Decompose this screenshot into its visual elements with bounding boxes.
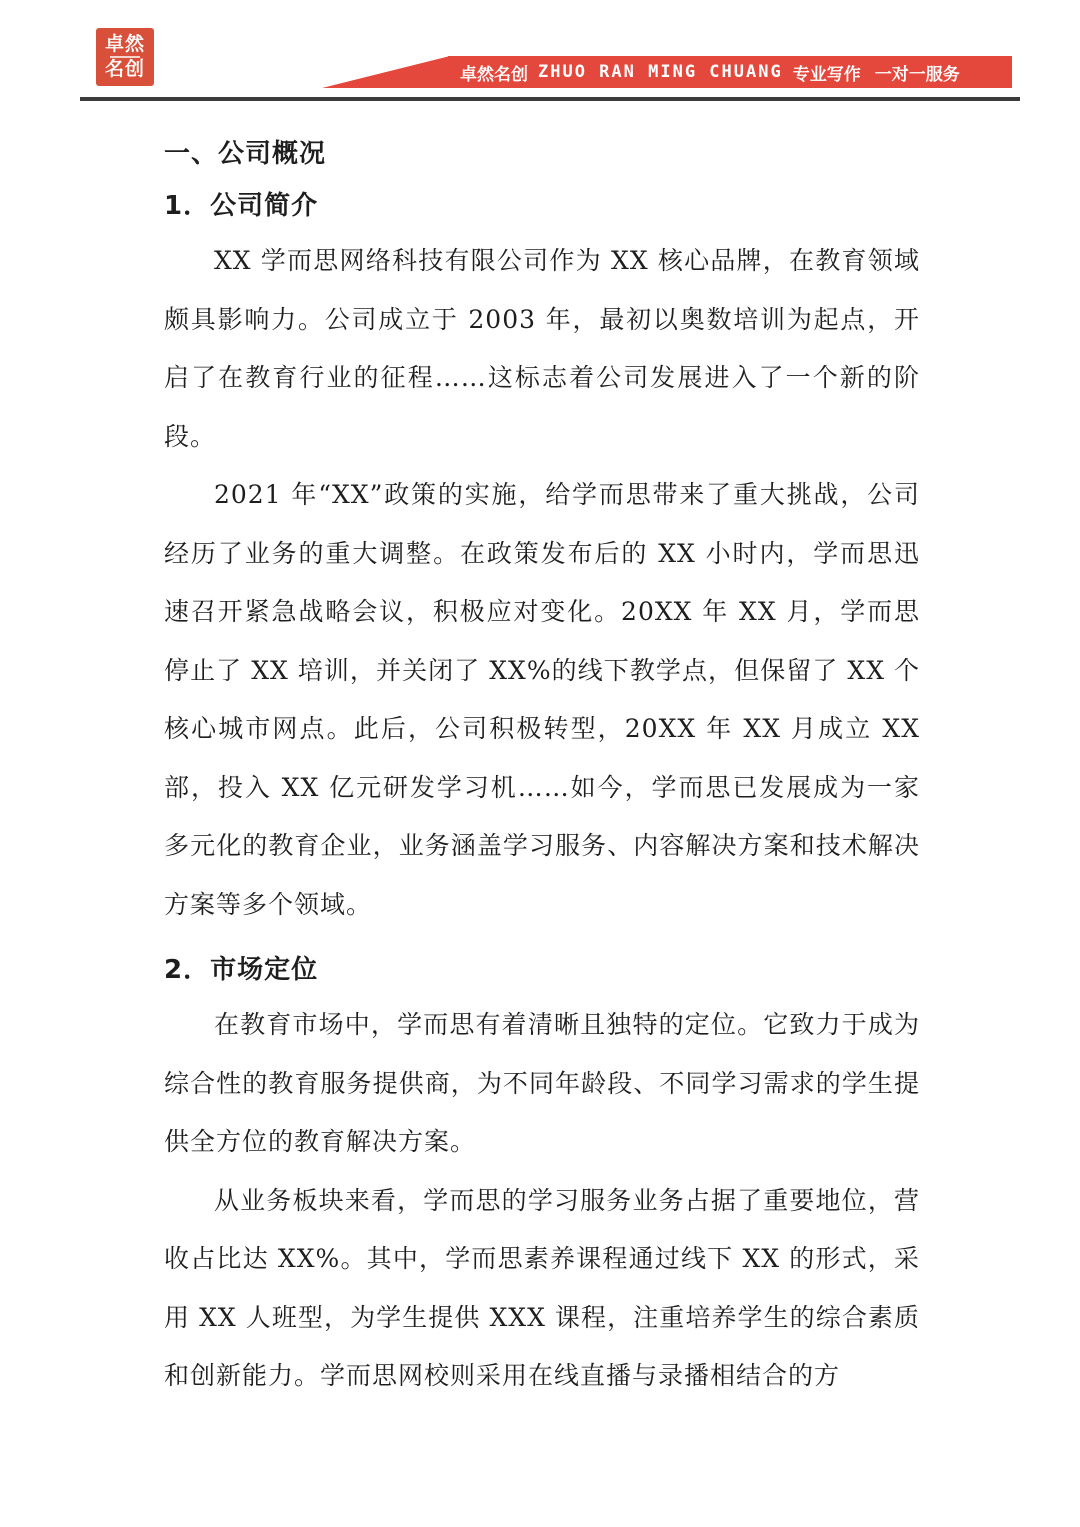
logo-text-line1: 卓然 (104, 33, 145, 55)
banner-latin-name: ZHUO RAN MING CHUANG (538, 62, 783, 82)
paragraph: 2021 年“XX”政策的实施，给学而思带来了重大挑战，公司经历了业务的重大调整。在政策发布后的 XX 小时内，学而思迅速召开紧急战略会议，积极应对变化。20XX 年 XX 月，学而思停止了 XX 培训，并关闭了 XX%的线下教学点，但保留了 XX 个核心城市网点。此后，公司积极转型，20XX 年 XX 月成立 XX 部，投入 XX 亿元研发学习机……如今，学而思已发展成为一家多元化的教育企业，业务涵盖学习服务、内容解决方案和技术解决方案等多个领域。 (164, 480, 920, 919)
brand-logo (96, 28, 154, 86)
subsection-heading-market: 2．市场定位 (164, 955, 319, 985)
banner-wedge-shape (322, 56, 450, 88)
header-divider (80, 97, 1020, 101)
banner-slogan: 专业写作 (792, 64, 861, 85)
logo-text-line2: 名创 (104, 58, 145, 80)
subsection-heading-intro: 1．公司简介 (164, 191, 319, 221)
document-body (164, 128, 920, 1406)
banner-service: 一对一服务 (874, 64, 960, 85)
banner-brand: 卓然名创 (460, 64, 528, 85)
paragraph: 在教育市场中，学而思有着清晰且独特的定位。它致力于成为综合性的教育服务提供商，为不同年龄段、不同学习需求的学生提供全方位的教育解决方案。 (164, 1010, 920, 1156)
paragraph: 从业务板块来看，学而思的学习服务业务占据了重要地位，营收占比达 XX%。其中，学而思素养课程通过线下 XX 的形式，采用 XX 人班型，为学生提供 XXX 课程，注重培养学生的综合素质和创新能力。学而思网校则采用在线直播与录播相结合的方 (164, 1185, 920, 1390)
section-title: 一、公司概况 (164, 139, 327, 169)
header-banner (448, 56, 1012, 88)
page-header (0, 0, 1080, 110)
paragraph: XX 学而思网络科技有限公司作为 XX 核心品牌，在教育领域颇具影响力。公司成立于 2003 年，最初以奥数培训为起点，开启了在教育行业的征程……这标志着公司发展进入了一个新的阶段。 (164, 246, 920, 451)
